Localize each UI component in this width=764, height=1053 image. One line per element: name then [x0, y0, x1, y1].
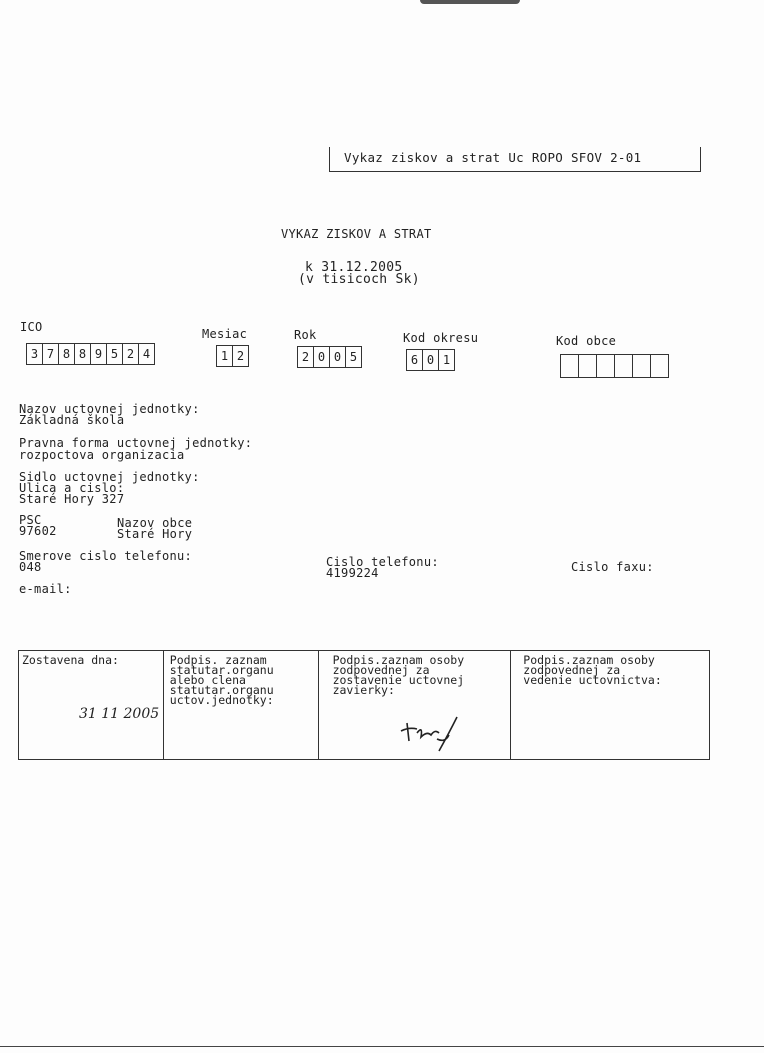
entity-name-value: Základná škola: [19, 413, 125, 427]
municipality-digit: [633, 355, 651, 377]
legal-form-value: rozpoctova organizacia: [19, 448, 185, 462]
ico-label: ICO: [20, 320, 43, 334]
municipality-label: Kod obce: [556, 334, 617, 348]
town-value: Staré Hory: [117, 527, 193, 541]
statutory-cell: [164, 651, 319, 759]
as-of-date: k 31.12.2005: [305, 260, 403, 275]
municipality-digit: [579, 355, 597, 377]
form-code-box: [329, 147, 701, 172]
month-boxes: [216, 345, 249, 367]
ico-digit: 3: [27, 344, 43, 364]
district-digit: 0: [423, 350, 439, 370]
year-digit: 0: [330, 347, 346, 367]
month-digit: 2: [236, 349, 245, 363]
form-code: Vykaz ziskov a strat Uc ROPO SFOV 2-01: [344, 150, 642, 165]
unit-note: (v tisicoch Sk): [298, 272, 420, 287]
scan-artifact-top: [420, 0, 520, 4]
ico-boxes: [26, 343, 155, 365]
compiled-cell: [19, 651, 164, 759]
year-digit: 2: [298, 347, 314, 367]
ico-digit: 5: [107, 344, 123, 364]
district-boxes: [406, 349, 455, 371]
municipality-digit: [615, 355, 633, 377]
accounting-cell: [511, 651, 709, 759]
month-digit: 1: [217, 346, 233, 366]
year-digit: 0: [314, 347, 330, 367]
phone-label: Cislo telefonu:: [326, 555, 439, 569]
entity-name-label: Nazov uctovnej jednotky:: [19, 402, 200, 416]
ico-digit: 7: [43, 344, 59, 364]
district-label: Kod okresu: [403, 331, 479, 345]
prepared-label: Podpis.zaznam osoby zodpovednej za zostavenie uctovnej zavierky:: [332, 653, 465, 697]
area-code-value: 048: [19, 560, 42, 574]
ico-digit: 8: [59, 344, 75, 364]
municipality-digit: [561, 355, 579, 377]
email-label: e-mail:: [19, 582, 72, 596]
seat-label: Sidlo uctovnej jednotky:: [19, 470, 200, 484]
municipality-boxes: [560, 354, 669, 378]
statutory-label: Podpis. zaznam statutar.organu alebo clena statutar.organu uctov.jednotky:: [169, 653, 274, 707]
legal-form-label: Pravna forma uctovnej jednotky:: [19, 436, 253, 450]
prepared-cell: [319, 651, 512, 759]
municipality-digit: [651, 355, 668, 377]
year-boxes: [297, 346, 362, 368]
district-digit: 6: [407, 350, 423, 370]
ico-digit: 9: [91, 344, 107, 364]
page-title: VYKAZ ZISKOV A STRAT: [281, 227, 432, 241]
psc-value: 97602: [19, 524, 57, 538]
area-code-label: Smerove cislo telefonu:: [19, 549, 193, 563]
district-digit: 1: [442, 353, 451, 367]
street-label: Ulica a cislo:: [19, 481, 125, 495]
compiled-label: Zostavena dna:: [22, 653, 119, 667]
signature-table: [18, 650, 710, 760]
month-label: Mesiac: [202, 327, 248, 341]
town-label: Nazov obce: [117, 516, 193, 530]
accounting-label: Podpis.zaznam osoby zodpovednej za vedenie uctovnictva:: [523, 653, 662, 687]
ico-digit: 8: [75, 344, 91, 364]
scan-edge-bottom: [0, 1046, 764, 1047]
phone-value: 4199224: [326, 566, 379, 580]
handwritten-signature: [399, 713, 469, 755]
year-digit: 5: [349, 350, 358, 364]
psc-label: PSC: [19, 513, 42, 527]
ico-digit: 2: [123, 344, 139, 364]
street-value: Staré Hory 327: [19, 492, 125, 506]
year-label: Rok: [294, 328, 317, 342]
ico-digit: 4: [142, 347, 151, 361]
municipality-digit: [597, 355, 615, 377]
compiled-date-handwritten: 31 11 2005: [79, 706, 160, 722]
fax-label: Cislo faxu:: [571, 560, 654, 574]
